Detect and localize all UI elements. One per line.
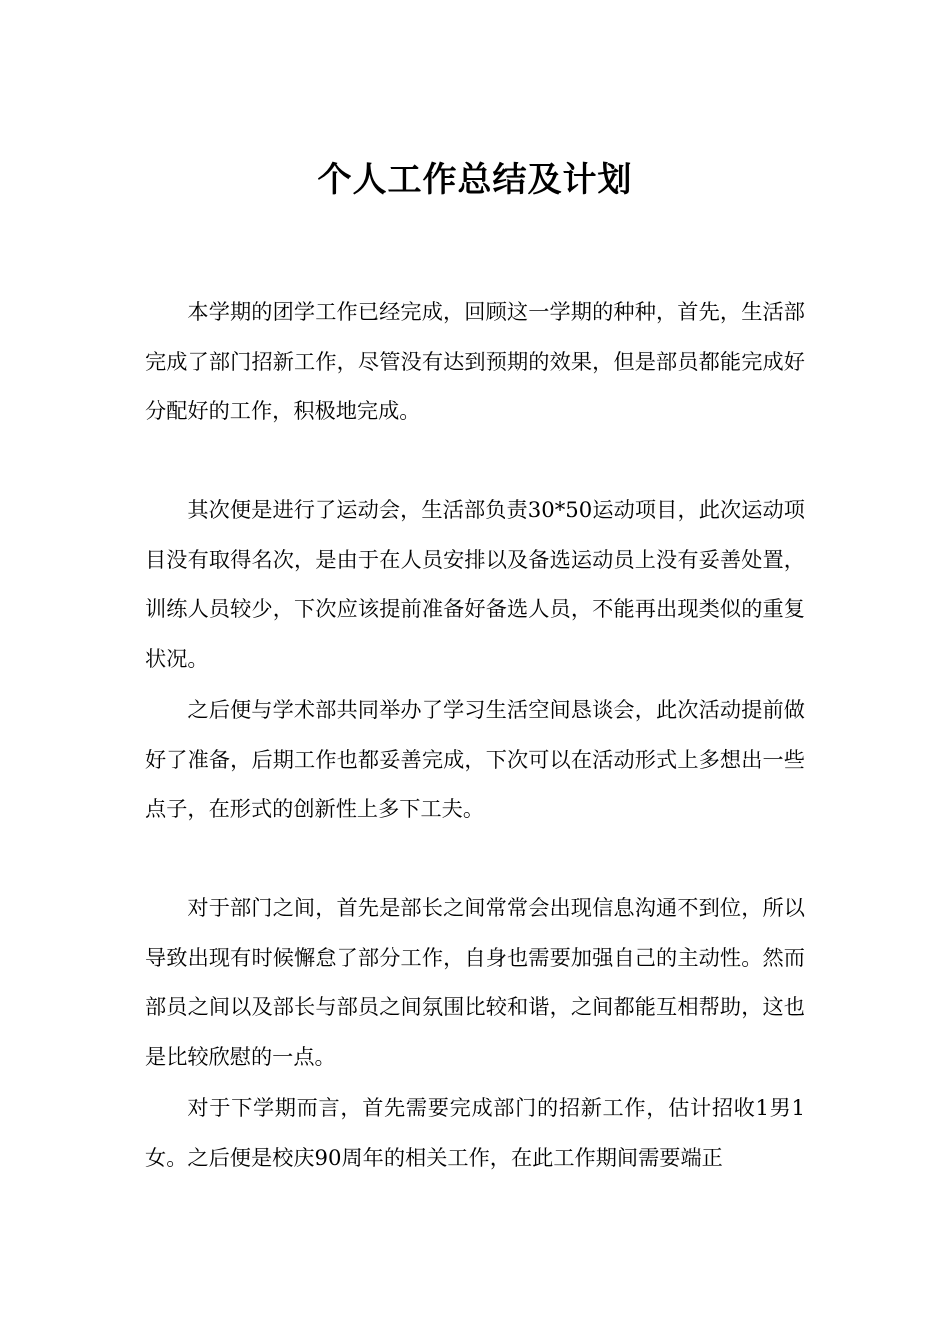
paragraph-2: 其次便是进行了运动会，生活部负责30*50运动项目，此次运动项目没有取得名次，是由于在人员安排以及备选运动员上没有妥善处置，训练人员较少，下次应该提前准备好备选人员，不能再出现类似的重复状况。 (145, 497, 805, 671)
paragraph-1: 本学期的团学工作已经完成，回顾这一学期的种种，首先，生活部完成了部门招新工作，尽管没有达到预期的效果，但是部员都能完成好分配好的工作，积极地完成。 (145, 299, 805, 423)
document-title: 个人工作总结及计划 (317, 160, 633, 200)
paragraph-4: 对于部门之间，首先是部长之间常常会出现信息沟通不到位，所以导致出现有时候懈怠了部分工作，自身也需要加强自己的主动性。然而部员之间以及部长与部员之间氛围比较和谐，之间都能互相帮助，这也是比较欣慰的一点。 (145, 895, 805, 1069)
paragraph-5: 对于下学期而言，首先需要完成部门的招新工作，估计招收1男1女。之后便是校庆90周年的相关工作，在此工作期间需要端正 (145, 1095, 805, 1170)
paragraph-3: 之后便与学术部共同举办了学习生活空间恳谈会，此次活动提前做好了准备，后期工作也都妥善完成，下次可以在活动形式上多想出一些点子，在形式的创新性上多下工夫。 (145, 697, 805, 821)
